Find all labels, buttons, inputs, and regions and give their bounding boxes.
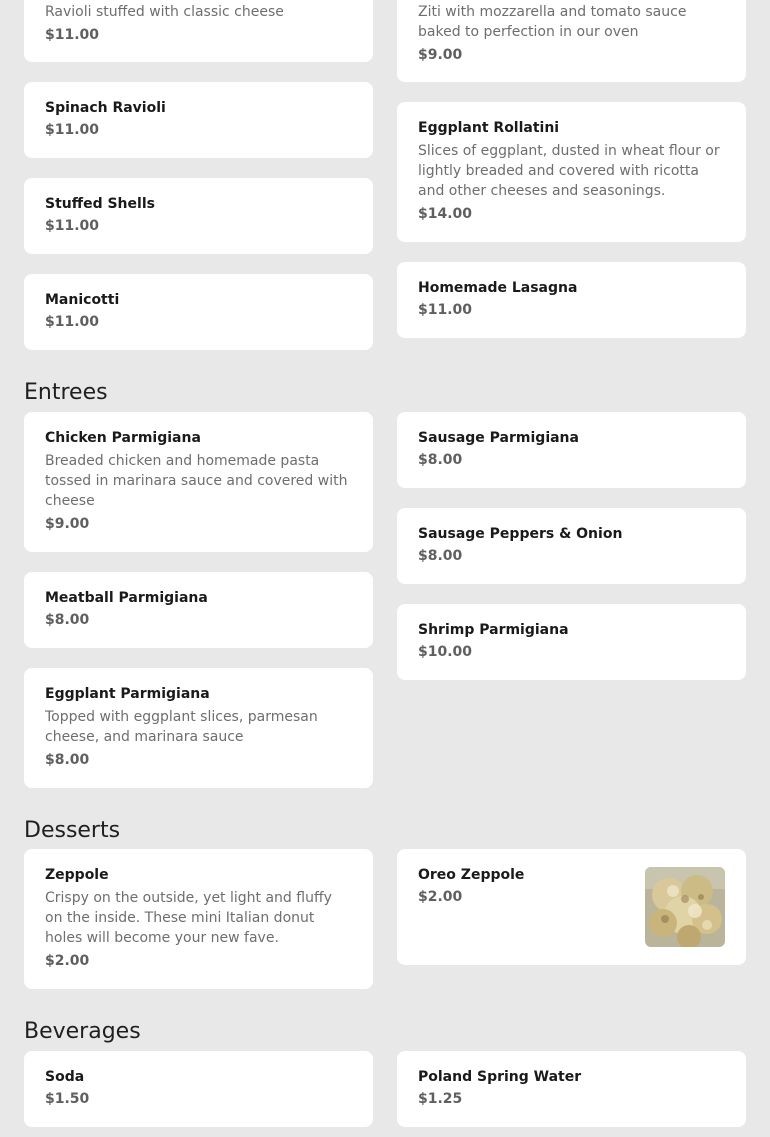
item-price: $11.00 xyxy=(45,27,100,43)
item-name: Stuffed Shells xyxy=(45,196,155,212)
menu-item-card[interactable] xyxy=(397,604,746,680)
item-price: $8.00 xyxy=(45,612,90,628)
item-price: $1.25 xyxy=(418,1091,463,1107)
item-price: $11.00 xyxy=(45,122,100,138)
item-price: $1.50 xyxy=(45,1091,90,1107)
item-name: Eggplant Rollatini xyxy=(418,120,560,136)
menu-item-card[interactable] xyxy=(24,274,373,350)
item-price: $9.00 xyxy=(45,516,90,532)
menu-item-card[interactable] xyxy=(24,412,373,552)
item-description: Topped with eggplant slices, parmesan cheese, and marinara sauce xyxy=(45,709,318,745)
item-price: $2.00 xyxy=(45,953,90,969)
menu-item-card[interactable] xyxy=(24,668,373,788)
item-price: $14.00 xyxy=(418,206,473,222)
item-name: Zeppole xyxy=(45,867,109,883)
item-description: Crispy on the outside, yet light and fluffy on the inside. These mini Italian donut holes will become your new fave. xyxy=(45,890,332,946)
menu-item-card[interactable] xyxy=(24,572,373,648)
item-name: Poland Spring Water xyxy=(418,1069,582,1085)
item-name: Homemade Lasagna xyxy=(418,280,578,296)
menu-item-card[interactable] xyxy=(397,849,746,965)
item-price: $11.00 xyxy=(418,302,473,318)
item-price: $11.00 xyxy=(45,314,100,330)
item-name: Manicotti xyxy=(45,292,120,308)
menu-item-card[interactable] xyxy=(397,0,746,82)
item-price: $9.00 xyxy=(418,47,463,63)
item-name: Sausage Peppers & Onion xyxy=(418,526,623,542)
menu-item-card[interactable] xyxy=(397,1051,746,1127)
item-name: Eggplant Parmigiana xyxy=(45,686,210,702)
item-price: $10.00 xyxy=(418,644,473,660)
item-price: $8.00 xyxy=(45,752,90,768)
menu-item-card[interactable] xyxy=(24,0,373,62)
section-heading-entrees: Entrees xyxy=(24,380,108,405)
item-name: Soda xyxy=(45,1069,85,1085)
item-description: Slices of eggplant, dusted in wheat flour or lightly breaded and covered with ricotta and other cheeses and seasonings. xyxy=(418,143,720,199)
item-name: Spinach Ravioli xyxy=(45,100,166,116)
item-price: $11.00 xyxy=(45,218,100,234)
menu-item-card[interactable] xyxy=(397,262,746,338)
item-name: Meatball Parmigiana xyxy=(45,590,208,606)
item-description: Ravioli stuffed with classic cheese xyxy=(45,4,284,20)
menu-item-card[interactable] xyxy=(24,1051,373,1127)
zeppole-image xyxy=(645,867,725,947)
item-name: Chicken Parmigiana xyxy=(45,430,201,446)
zeppole-photo[interactable] xyxy=(645,867,725,947)
menu-item-card[interactable] xyxy=(24,82,373,158)
item-price: $8.00 xyxy=(418,452,463,468)
item-price: $8.00 xyxy=(418,548,463,564)
menu-item-card[interactable] xyxy=(397,412,746,488)
item-description: Breaded chicken and homemade pasta tossed in marinara sauce and covered with cheese xyxy=(45,453,348,509)
menu-item-card[interactable] xyxy=(397,508,746,584)
item-price: $2.00 xyxy=(418,889,463,905)
section-heading-desserts: Desserts xyxy=(24,818,121,843)
item-name: Shrimp Parmigiana xyxy=(418,622,569,638)
item-name: Oreo Zeppole xyxy=(418,867,525,883)
menu-item-card[interactable] xyxy=(24,178,373,254)
menu-item-card[interactable] xyxy=(24,849,373,989)
section-heading-beverages: Beverages xyxy=(24,1019,141,1044)
menu-item-card[interactable] xyxy=(397,102,746,242)
item-name: Sausage Parmigiana xyxy=(418,430,579,446)
item-description: Ziti with mozzarella and tomato sauce baked to perfection in our oven xyxy=(418,4,687,40)
